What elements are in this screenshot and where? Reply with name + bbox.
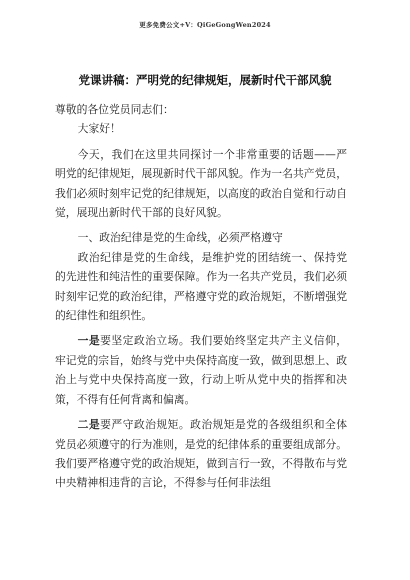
section-heading: 一、政治纪律是党的生命线，必须严格遵守 (77, 231, 283, 245)
intro-paragraph: 今天，我们在这里共同探讨一个非常重要的话题——严明党的纪律规矩，展现新时代干部风貌。作为一名共产党员，我们必须时刻牢记党的纪律规矩，以高度的政治自觉和行动自觉，展现出新时代干部的良好风貌。 (55, 147, 347, 220)
header-note: 更多免费公文+V：QiGeGongWen2024 (139, 21, 271, 29)
salutation: 尊敬的各位党员同志们： (55, 103, 174, 116)
section-paragraph: 政治纪律是党的生命线，是维护党的团结统一、保持党的先进性和纯洁性的重要保障。作为一名共产党员，我们必须时刻牢记党的政治纪律，严格遵守党的政治规矩，不断增强党的纪律性和组织性。 (55, 250, 347, 323)
point-lead-2: 二是 (77, 418, 101, 432)
point-text-2: 要严守政治规矩。政治规矩是党的各级组织和全体党员必须遵守的行为准则，是党的纪律体系的重要组成部分。我们要严格遵守党的政治规矩，做到言行一致，不得散布与党中央精神相违背的言论，不得参与任何非法组 (55, 418, 348, 490)
point-lead-1: 一是 (77, 334, 101, 348)
greeting: 大家好！ (77, 122, 121, 136)
point-paragraph-2 (55, 415, 347, 493)
point-text-1: 要坚定政治立场。我们要始终坚定共产主义信仰，牢记党的宗旨，始终与党中央保持高度一致，做到思想上、政治上与党中央保持高度一致，行动上听从党中央的指挥和决策，不得有任何背离和偏离。 (55, 334, 348, 406)
document-title: 党课讲稿：严明党的纪律规矩，展新时代干部风貌 (78, 73, 332, 87)
point-paragraph-1 (55, 331, 347, 409)
document-body (55, 100, 347, 493)
